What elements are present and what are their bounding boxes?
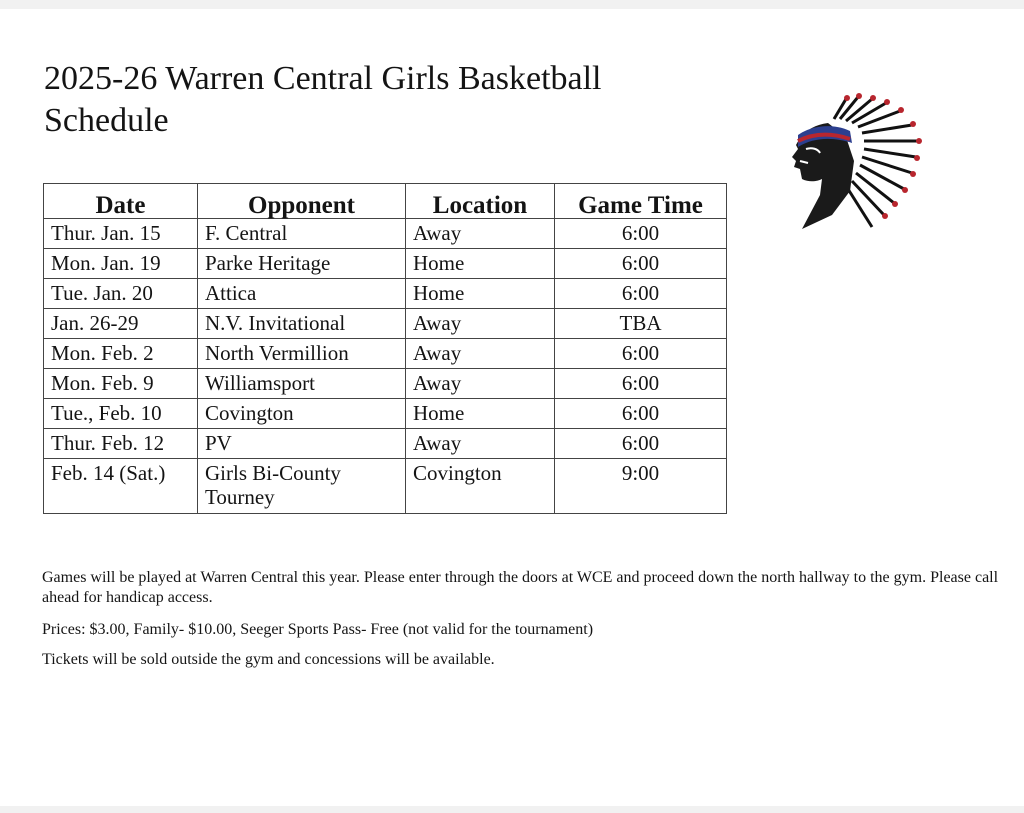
cell-game-time: TBA (555, 309, 727, 339)
cell-game-time: 6:00 (555, 399, 727, 429)
cell-game-time: 6:00 (555, 279, 727, 309)
title-line-1: 2025-26 Warren Central Girls Basketball (44, 60, 602, 97)
document-page (0, 9, 1024, 806)
cell-opponent: Girls Bi-County Tourney (198, 459, 406, 514)
cell-location: Home (406, 249, 555, 279)
table-row (44, 249, 727, 279)
cell-location: Away (406, 339, 555, 369)
cell-date: Mon. Feb. 9 (44, 369, 198, 399)
tickets-note: Tickets will be sold outside the gym and concessions will be available. (42, 651, 495, 668)
cell-opponent: Parke Heritage (198, 249, 406, 279)
cell-date: Thur. Feb. 12 (44, 429, 198, 459)
cell-location: Away (406, 219, 555, 249)
column-header-game-time: Game Time (555, 184, 727, 219)
table-header-row (44, 184, 727, 219)
cell-date: Feb. 14 (Sat.) (44, 459, 198, 514)
cell-game-time: 6:00 (555, 429, 727, 459)
cell-opponent: Williamsport (198, 369, 406, 399)
cell-location: Away (406, 369, 555, 399)
cell-location: Home (406, 279, 555, 309)
cell-game-time: 6:00 (555, 219, 727, 249)
page-title (44, 58, 744, 142)
cell-opponent: F. Central (198, 219, 406, 249)
cell-date: Jan. 26-29 (44, 309, 198, 339)
cell-date: Thur. Jan. 15 (44, 219, 198, 249)
table-row (44, 309, 727, 339)
cell-location: Covington (406, 459, 555, 514)
cell-game-time: 6:00 (555, 339, 727, 369)
column-header-location: Location (406, 184, 555, 219)
cell-game-time: 6:00 (555, 369, 727, 399)
notes-section (42, 568, 1002, 670)
cell-game-time: 6:00 (555, 249, 727, 279)
cell-date: Mon. Jan. 19 (44, 249, 198, 279)
cell-opponent: Covington (198, 399, 406, 429)
cell-location: Away (406, 309, 555, 339)
table-row (44, 399, 727, 429)
directions-note: Games will be played at Warren Central this year. Please enter through the doors at WCE and proceed down the north hallway to the gym. Please call ahead for handicap access. (42, 569, 999, 606)
cell-game-time: 9:00 (555, 459, 727, 514)
headdress-mascot-icon (772, 91, 932, 241)
table-row (44, 369, 727, 399)
cell-opponent: North Vermillion (198, 339, 406, 369)
column-header-date: Date (44, 184, 198, 219)
table-row (44, 279, 727, 309)
table-row (44, 219, 727, 249)
cell-location: Home (406, 399, 555, 429)
table-row (44, 459, 727, 514)
schedule-table (43, 183, 727, 514)
column-header-opponent: Opponent (198, 184, 406, 219)
title-line-2: Schedule (44, 102, 169, 139)
cell-location: Away (406, 429, 555, 459)
cell-opponent: N.V. Invitational (198, 309, 406, 339)
cell-date: Tue. Jan. 20 (44, 279, 198, 309)
cell-opponent: PV (198, 429, 406, 459)
table-row (44, 339, 727, 369)
cell-date: Tue., Feb. 10 (44, 399, 198, 429)
table-row (44, 429, 727, 459)
cell-date: Mon. Feb. 2 (44, 339, 198, 369)
cell-opponent: Attica (198, 279, 406, 309)
prices-note: Prices: $3.00, Family- $10.00, Seeger Sports Pass- Free (not valid for the tournament) (42, 621, 594, 638)
